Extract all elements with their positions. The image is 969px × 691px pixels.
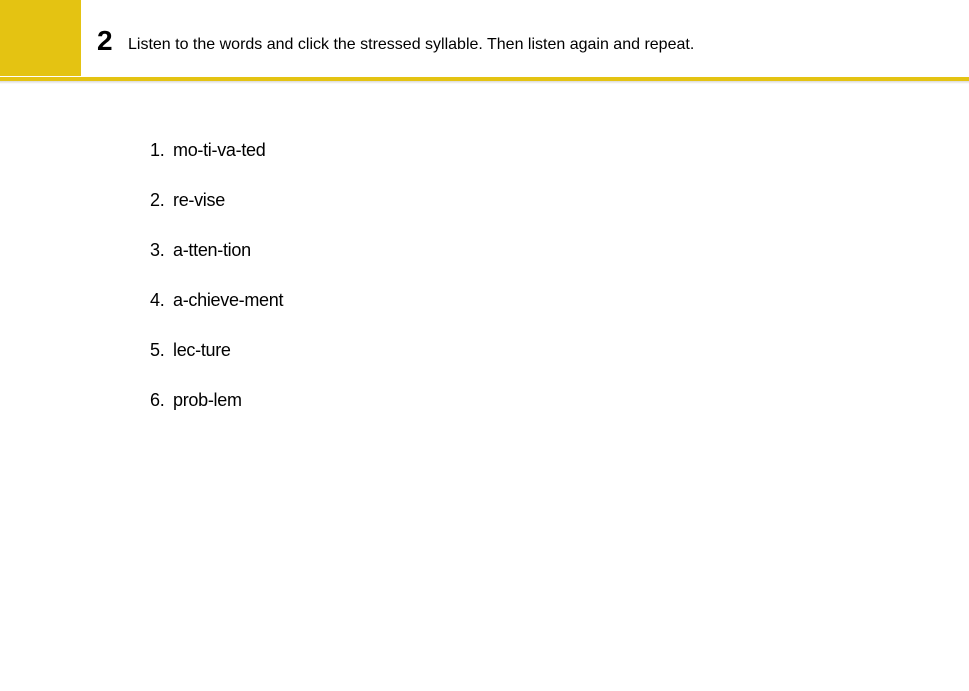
exercise-instruction: Listen to the words and click the stressed syllable. Then listen again and repeat.	[128, 36, 695, 53]
word-item	[150, 388, 283, 438]
syllable-separator: -	[235, 140, 242, 160]
word-number: 4.	[150, 290, 165, 310]
syllable-separator: -	[188, 190, 195, 210]
syllable[interactable]: vise	[194, 190, 225, 210]
syllable-separator: -	[217, 240, 223, 260]
syllable[interactable]: ti	[203, 140, 212, 160]
syllable[interactable]: tten	[188, 240, 218, 260]
syllable[interactable]: lem	[213, 390, 242, 410]
header-divider-shadow	[0, 81, 969, 84]
word-number: 6.	[150, 390, 165, 410]
syllable[interactable]: mo	[173, 140, 198, 160]
exercise-number: 2	[97, 25, 113, 56]
syllable[interactable]: lec	[173, 340, 196, 360]
word-syllables	[173, 188, 225, 212]
word-item	[150, 288, 283, 338]
syllable[interactable]: a	[173, 240, 183, 260]
word-item	[150, 188, 283, 238]
word-number: 2.	[150, 190, 165, 210]
syllable[interactable]: chieve	[188, 290, 239, 310]
word-syllables	[173, 138, 265, 162]
syllable-separator: -	[182, 290, 189, 310]
word-number: 5.	[150, 340, 165, 360]
word-list	[150, 138, 283, 438]
word-number: 3.	[150, 240, 165, 260]
accent-block	[0, 0, 81, 76]
syllable-separator: -	[207, 390, 214, 410]
syllable[interactable]: re	[173, 190, 189, 210]
syllable-separator: -	[182, 240, 189, 260]
syllable[interactable]: a	[173, 290, 183, 310]
syllable-separator: -	[195, 340, 201, 360]
syllable[interactable]: prob	[173, 390, 208, 410]
syllable[interactable]: ture	[200, 340, 231, 360]
word-item	[150, 138, 283, 188]
syllable-separator: -	[238, 290, 245, 310]
word-item	[150, 238, 283, 288]
word-syllables	[173, 388, 242, 412]
word-syllables	[173, 238, 251, 262]
syllable[interactable]: tion	[222, 240, 251, 260]
syllable[interactable]: va	[217, 140, 236, 160]
syllable-separator: -	[211, 140, 218, 160]
word-syllables	[173, 288, 283, 312]
word-number: 1.	[150, 140, 165, 160]
word-item	[150, 338, 283, 388]
word-syllables	[173, 338, 231, 362]
syllable-separator: -	[197, 140, 204, 160]
syllable[interactable]: ment	[244, 290, 284, 310]
exercise-header	[0, 0, 969, 84]
syllable[interactable]: ted	[241, 140, 266, 160]
